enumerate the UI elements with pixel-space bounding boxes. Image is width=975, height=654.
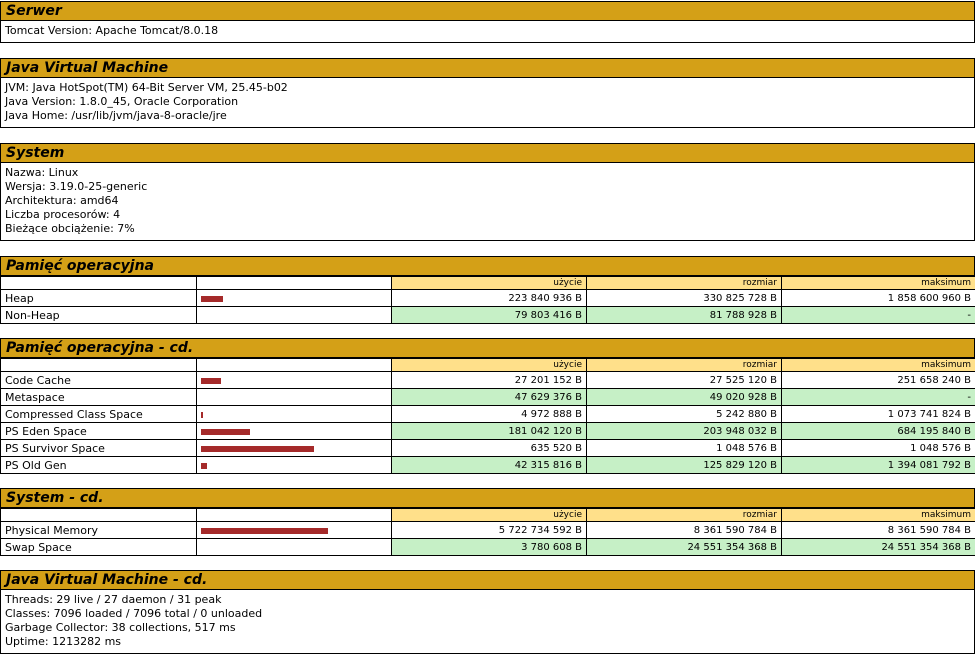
table-row xyxy=(1,307,975,324)
max-value: 24 551 354 368 B xyxy=(782,539,975,556)
memory2-title: Pamięć operacyjna - cd. xyxy=(0,338,975,358)
used-value: 5 722 734 592 B xyxy=(392,522,587,539)
col-used: użycie xyxy=(392,509,587,522)
col-size: rozmiar xyxy=(587,509,782,522)
table-row xyxy=(1,372,975,389)
size-value: 1 048 576 B xyxy=(587,440,782,457)
size-value: 5 242 880 B xyxy=(587,406,782,423)
max-value: - xyxy=(782,389,975,406)
usage-bar xyxy=(201,429,250,435)
size-value: 8 361 590 784 B xyxy=(587,522,782,539)
system-line-2: Architektura: amd64 xyxy=(5,194,119,207)
row-name: PS Survivor Space xyxy=(1,440,197,457)
usage-bar xyxy=(201,412,203,418)
table-row xyxy=(1,457,975,474)
col-max: maksimum xyxy=(782,277,975,290)
size-value: 203 948 032 B xyxy=(587,423,782,440)
row-name: Code Cache xyxy=(1,372,197,389)
table-row xyxy=(1,423,975,440)
memory2-section xyxy=(0,338,975,474)
server-title: Serwer xyxy=(0,1,975,21)
system2-title: System - cd. xyxy=(0,488,975,508)
memory-title: Pamięć operacyjna xyxy=(0,256,975,276)
size-value: 125 829 120 B xyxy=(587,457,782,474)
system-line-1: Wersja: 3.19.0-25-generic xyxy=(5,180,148,193)
col-size: rozmiar xyxy=(587,277,782,290)
size-value: 330 825 728 B xyxy=(587,290,782,307)
used-value: 47 629 376 B xyxy=(392,389,587,406)
used-value: 223 840 936 B xyxy=(392,290,587,307)
col-max: maksimum xyxy=(782,359,975,372)
system2-section xyxy=(0,488,975,556)
usage-bar xyxy=(201,446,314,452)
col-max: maksimum xyxy=(782,509,975,522)
used-value: 79 803 416 B xyxy=(392,307,587,324)
usage-bar xyxy=(201,528,328,534)
jvm-line-1: Java Version: 1.8.0_45, Oracle Corporation xyxy=(5,95,239,108)
row-name: Compressed Class Space xyxy=(1,406,197,423)
max-value: 684 195 840 B xyxy=(782,423,975,440)
jvm2-line-0: Threads: 29 live / 27 daemon / 31 peak xyxy=(5,593,222,606)
max-value: 251 658 240 B xyxy=(782,372,975,389)
max-value: 1 073 741 824 B xyxy=(782,406,975,423)
server-line-0: Tomcat Version: Apache Tomcat/8.0.18 xyxy=(5,24,219,37)
memory-section xyxy=(0,256,975,324)
row-name: Metaspace xyxy=(1,389,197,406)
jvm2-line-1: Classes: 7096 loaded / 7096 total / 0 unloaded xyxy=(5,607,263,620)
system-line-3: Liczba procesorów: 4 xyxy=(5,208,121,221)
table-row xyxy=(1,539,975,556)
row-name: Physical Memory xyxy=(1,522,197,539)
table-row xyxy=(1,522,975,539)
table-row xyxy=(1,440,975,457)
col-used: użycie xyxy=(392,277,587,290)
row-name: PS Old Gen xyxy=(1,457,197,474)
size-value: 24 551 354 368 B xyxy=(587,539,782,556)
system-section xyxy=(0,143,975,241)
used-value: 635 520 B xyxy=(392,440,587,457)
max-value: 1 048 576 B xyxy=(782,440,975,457)
table-row xyxy=(1,290,975,307)
server-section xyxy=(0,1,975,43)
jvm-title: Java Virtual Machine xyxy=(0,58,975,78)
size-value: 27 525 120 B xyxy=(587,372,782,389)
size-value: 81 788 928 B xyxy=(587,307,782,324)
jvm-line-2: Java Home: /usr/lib/jvm/java-8-oracle/jre xyxy=(5,109,227,122)
row-name: Heap xyxy=(1,290,197,307)
used-value: 42 315 816 B xyxy=(392,457,587,474)
usage-bar xyxy=(201,378,221,384)
max-value: 1 858 600 960 B xyxy=(782,290,975,307)
size-value: 49 020 928 B xyxy=(587,389,782,406)
col-size: rozmiar xyxy=(587,359,782,372)
used-value: 4 972 888 B xyxy=(392,406,587,423)
system-line-4: Bieżące obciążenie: 7% xyxy=(5,222,135,235)
used-value: 27 201 152 B xyxy=(392,372,587,389)
table-row xyxy=(1,389,975,406)
memory-table xyxy=(0,276,975,324)
row-name: Non-Heap xyxy=(1,307,197,324)
jvm2-line-2: Garbage Collector: 38 collections, 517 ms xyxy=(5,621,236,634)
row-name: PS Eden Space xyxy=(1,423,197,440)
col-used: użycie xyxy=(392,359,587,372)
usage-bar xyxy=(201,463,207,469)
jvm-section xyxy=(0,58,975,128)
system2-table xyxy=(0,508,975,556)
jvm2-title: Java Virtual Machine - cd. xyxy=(0,570,975,590)
max-value: 1 394 081 792 B xyxy=(782,457,975,474)
jvm-line-0: JVM: Java HotSpot(TM) 64-Bit Server VM, 25.45-b02 xyxy=(5,81,288,94)
system-title: System xyxy=(0,143,975,163)
max-value: 8 361 590 784 B xyxy=(782,522,975,539)
jvm2-section xyxy=(0,570,975,654)
system-line-0: Nazwa: Linux xyxy=(5,166,79,179)
jvm2-line-3: Uptime: 1213282 ms xyxy=(5,635,122,648)
memory2-table xyxy=(0,358,975,474)
usage-bar xyxy=(201,296,223,302)
used-value: 181 042 120 B xyxy=(392,423,587,440)
row-name: Swap Space xyxy=(1,539,197,556)
table-row xyxy=(1,406,975,423)
max-value: - xyxy=(782,307,975,324)
used-value: 3 780 608 B xyxy=(392,539,587,556)
